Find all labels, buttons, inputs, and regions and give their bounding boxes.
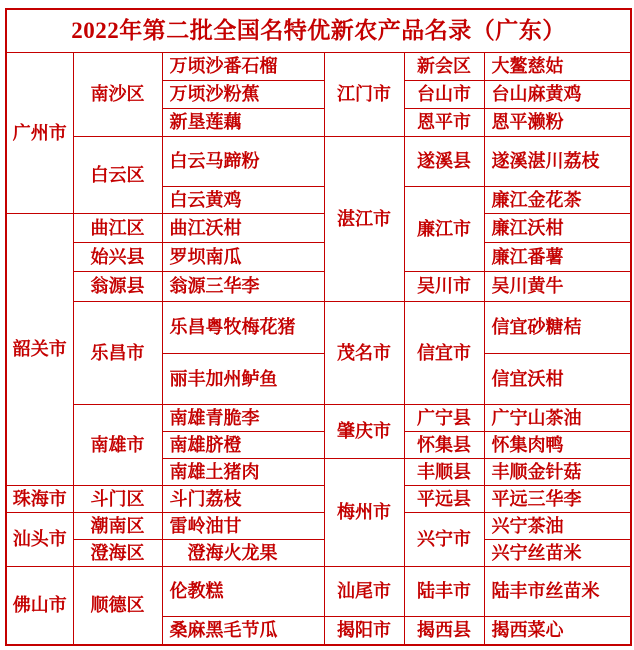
district-cell: 怀集县 — [404, 432, 484, 459]
product-cell: 澄海火龙果 — [162, 540, 324, 567]
district-cell: 台山市 — [404, 81, 484, 109]
product-cell: 台山麻黄鸡 — [484, 81, 631, 109]
product-cell: 兴宁丝苗米 — [484, 540, 631, 567]
city-cell: 茂名市 — [324, 302, 404, 405]
product-cell: 陆丰市丝苗米 — [484, 567, 631, 617]
city-cell: 江门市 — [324, 53, 404, 137]
district-cell: 陆丰市 — [404, 567, 484, 617]
city-cell: 湛江市 — [324, 137, 404, 302]
table-row — [6, 214, 631, 243]
product-cell: 桑麻黑毛节瓜 — [162, 617, 324, 645]
product-cell: 广宁山茶油 — [484, 405, 631, 432]
city-cell: 肇庆市 — [324, 405, 404, 459]
district-cell: 顺德区 — [73, 567, 162, 645]
district-cell: 斗门区 — [73, 486, 162, 513]
district-cell: 始兴县 — [73, 243, 162, 272]
page-title: 2022年第二批全国名特优新农产品名录（广东） — [6, 9, 631, 53]
district-cell: 澄海区 — [73, 540, 162, 567]
product-cell: 罗坝南瓜 — [162, 243, 324, 272]
title-row — [6, 9, 631, 53]
product-cell: 雷岭油甘 — [162, 513, 324, 540]
table-row — [6, 405, 631, 432]
product-cell: 斗门荔枝 — [162, 486, 324, 513]
city-cell: 广州市 — [6, 53, 73, 214]
district-cell: 平远县 — [404, 486, 484, 513]
table-row — [6, 540, 631, 567]
product-cell: 新垦莲藕 — [162, 109, 324, 137]
city-cell: 韶关市 — [6, 214, 73, 486]
city-cell: 珠海市 — [6, 486, 73, 513]
table-row — [6, 486, 631, 513]
product-cell: 平远三华李 — [484, 486, 631, 513]
product-cell: 廉江金花茶 — [484, 187, 631, 214]
city-cell: 佛山市 — [6, 567, 73, 645]
product-cell: 信宜沃柑 — [484, 354, 631, 405]
district-cell: 乐昌市 — [73, 302, 162, 405]
product-cell: 兴宁茶油 — [484, 513, 631, 540]
district-cell: 南雄市 — [73, 405, 162, 486]
table-row — [6, 513, 631, 540]
table-row — [6, 243, 631, 272]
district-cell: 丰顺县 — [404, 459, 484, 486]
product-cell: 白云马蹄粉 — [162, 137, 324, 187]
district-cell: 恩平市 — [404, 109, 484, 137]
product-cell: 吴川黄牛 — [484, 272, 631, 302]
district-cell: 潮南区 — [73, 513, 162, 540]
product-cell: 万顷沙粉蕉 — [162, 81, 324, 109]
product-cell: 南雄土猪肉 — [162, 459, 324, 486]
table-row — [6, 137, 631, 187]
city-cell: 汕尾市 — [324, 567, 404, 617]
product-cell: 遂溪湛川荔枝 — [484, 137, 631, 187]
table-row — [6, 302, 631, 354]
district-cell: 新会区 — [404, 53, 484, 81]
product-cell: 廉江番薯 — [484, 243, 631, 272]
product-cell: 乐昌粤牧梅花猪 — [162, 302, 324, 354]
district-cell: 白云区 — [73, 137, 162, 214]
product-cell: 万顷沙番石榴 — [162, 53, 324, 81]
product-cell: 伦教糕 — [162, 567, 324, 617]
table-row — [6, 53, 631, 81]
product-cell: 揭西菜心 — [484, 617, 631, 645]
product-cell: 丽丰加州鲈鱼 — [162, 354, 324, 405]
city-cell: 梅州市 — [324, 459, 404, 567]
city-cell: 揭阳市 — [324, 617, 404, 645]
product-cell: 白云黄鸡 — [162, 187, 324, 214]
product-cell: 恩平濑粉 — [484, 109, 631, 137]
district-cell: 遂溪县 — [404, 137, 484, 187]
product-cell: 曲江沃柑 — [162, 214, 324, 243]
product-cell: 丰顺金针菇 — [484, 459, 631, 486]
city-cell: 汕头市 — [6, 513, 73, 567]
district-cell: 翁源县 — [73, 272, 162, 302]
table-row — [6, 272, 631, 302]
product-cell: 怀集肉鸭 — [484, 432, 631, 459]
product-cell: 南雄脐橙 — [162, 432, 324, 459]
district-cell: 廉江市 — [404, 187, 484, 272]
product-cell: 翁源三华李 — [162, 272, 324, 302]
table-row — [6, 567, 631, 617]
district-cell: 兴宁市 — [404, 513, 484, 567]
district-cell: 南沙区 — [73, 53, 162, 137]
product-cell: 廉江沃柑 — [484, 214, 631, 243]
district-cell: 揭西县 — [404, 617, 484, 645]
district-cell: 信宜市 — [404, 302, 484, 405]
district-cell: 广宁县 — [404, 405, 484, 432]
district-cell: 吴川市 — [404, 272, 484, 302]
product-cell: 南雄青脆李 — [162, 405, 324, 432]
product-cell: 信宜砂糖桔 — [484, 302, 631, 354]
district-cell: 曲江区 — [73, 214, 162, 243]
product-cell: 大鳌慈姑 — [484, 53, 631, 81]
products-table — [5, 8, 632, 646]
